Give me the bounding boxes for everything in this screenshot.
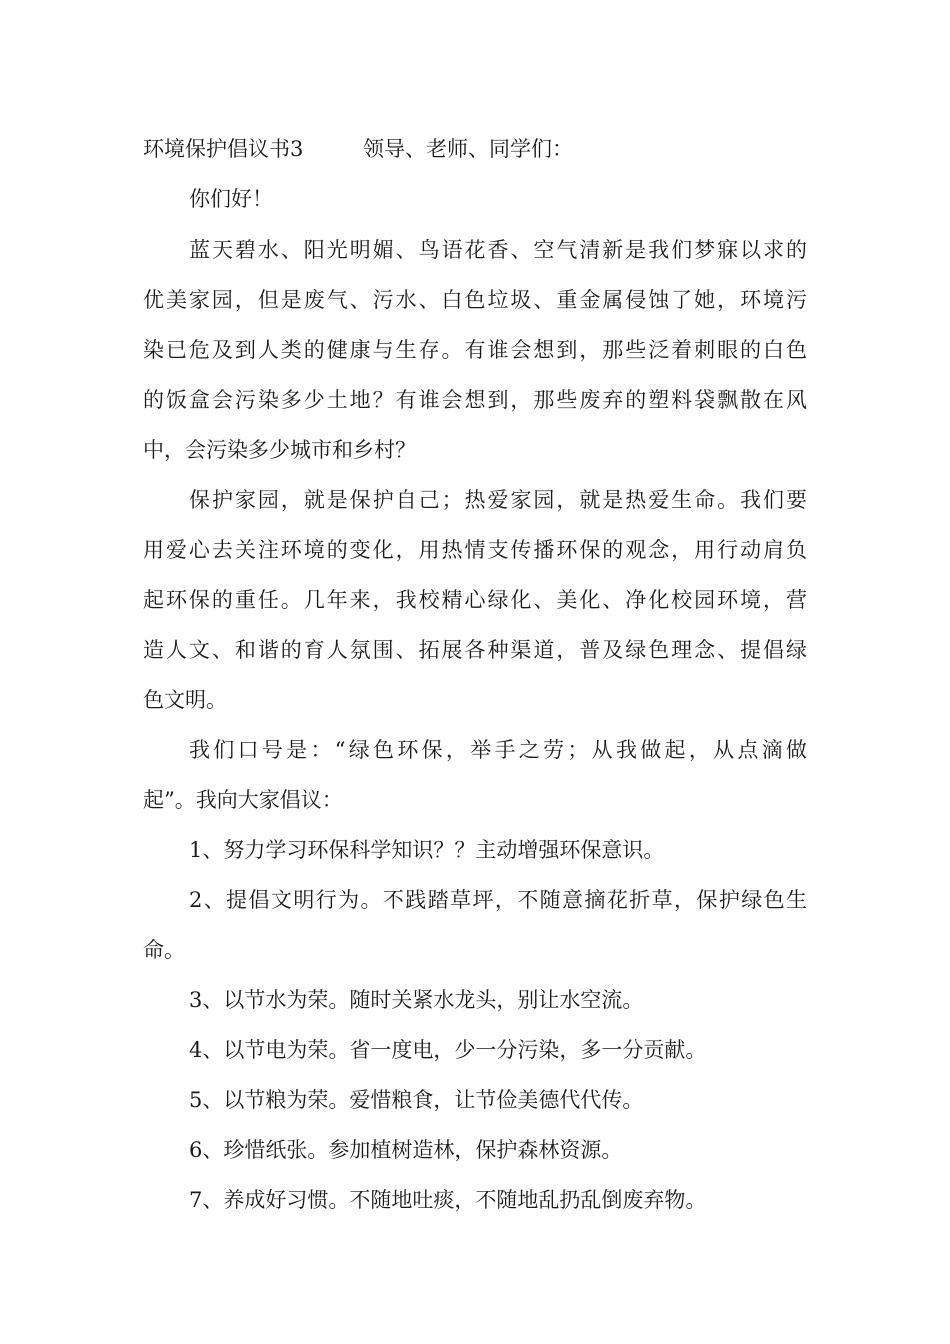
item-2-line-1: 2、提倡文明行为。不践踏草坪，不随意摘花折草，保护绿色生 [189, 888, 807, 912]
paragraph-3-line-2: 起”。我向大家倡议： [143, 788, 343, 812]
paragraph-1-line-3: 染已危及到人类的健康与生存。有谁会想到，那些泛着刺眼的白色 [143, 338, 807, 362]
item-6: 6、珍惜纸张。参加植树造林，保护森林资源。 [189, 1138, 623, 1162]
item-2-line-2: 命。 [143, 938, 185, 962]
item-3: 3、以节水为荣。随时关紧水龙头，别让水空流。 [189, 988, 644, 1012]
paragraph-2-line-1: 保护家园，就是保护自己；热爱家园，就是热爱生命。我们要 [189, 488, 807, 512]
paragraph-1-line-4: 的饭盒会污染多少土地？有谁会想到，那些废弃的塑料袋飘散在风 [143, 388, 807, 412]
paragraph-2-line-4: 造人文、和谐的育人氛围、拓展各种渠道，普及绿色理念、提倡绿 [143, 638, 807, 662]
item-7: 7、养成好习惯。不随地吐痰，不随地乱扔乱倒废弃物。 [189, 1188, 707, 1212]
paragraph-1-line-5: 中，会污染多少城市和乡村？ [143, 438, 416, 462]
item-1: 1、努力学习环保科学知识？？主动增强环保意识。 [189, 838, 665, 862]
document-title: 环境保护倡议书3 [143, 137, 304, 161]
paragraph-1-line-2: 优美家园，但是废气、污水、白色垃圾、重金属侵蚀了她，环境污 [143, 288, 807, 312]
paragraph-1-line-1: 蓝天碧水、阳光明媚、鸟语花香、空气清新是我们梦寐以求的 [189, 238, 807, 262]
paragraph-3-line-1: 我们口号是：“绿色环保，举手之劳；从我做起，从点滴做 [189, 738, 807, 762]
greeting: 你们好！ [189, 187, 273, 211]
paragraph-2-line-2: 用爱心去关注环境的变化，用热情支传播环保的观念，用行动肩负 [143, 538, 807, 562]
header-line [143, 135, 807, 163]
paragraph-2-line-5: 色文明。 [143, 688, 227, 712]
paragraph-2-line-3: 起环保的重任。几年来，我校精心绿化、美化、净化校园环境，营 [143, 588, 807, 612]
item-4: 4、以节电为荣。省一度电，少一分污染，多一分贡献。 [189, 1038, 707, 1062]
item-5: 5、以节粮为荣。爱惜粮食，让节俭美德代代传。 [189, 1088, 644, 1112]
salutation: 领导、老师、同学们： [363, 137, 573, 161]
